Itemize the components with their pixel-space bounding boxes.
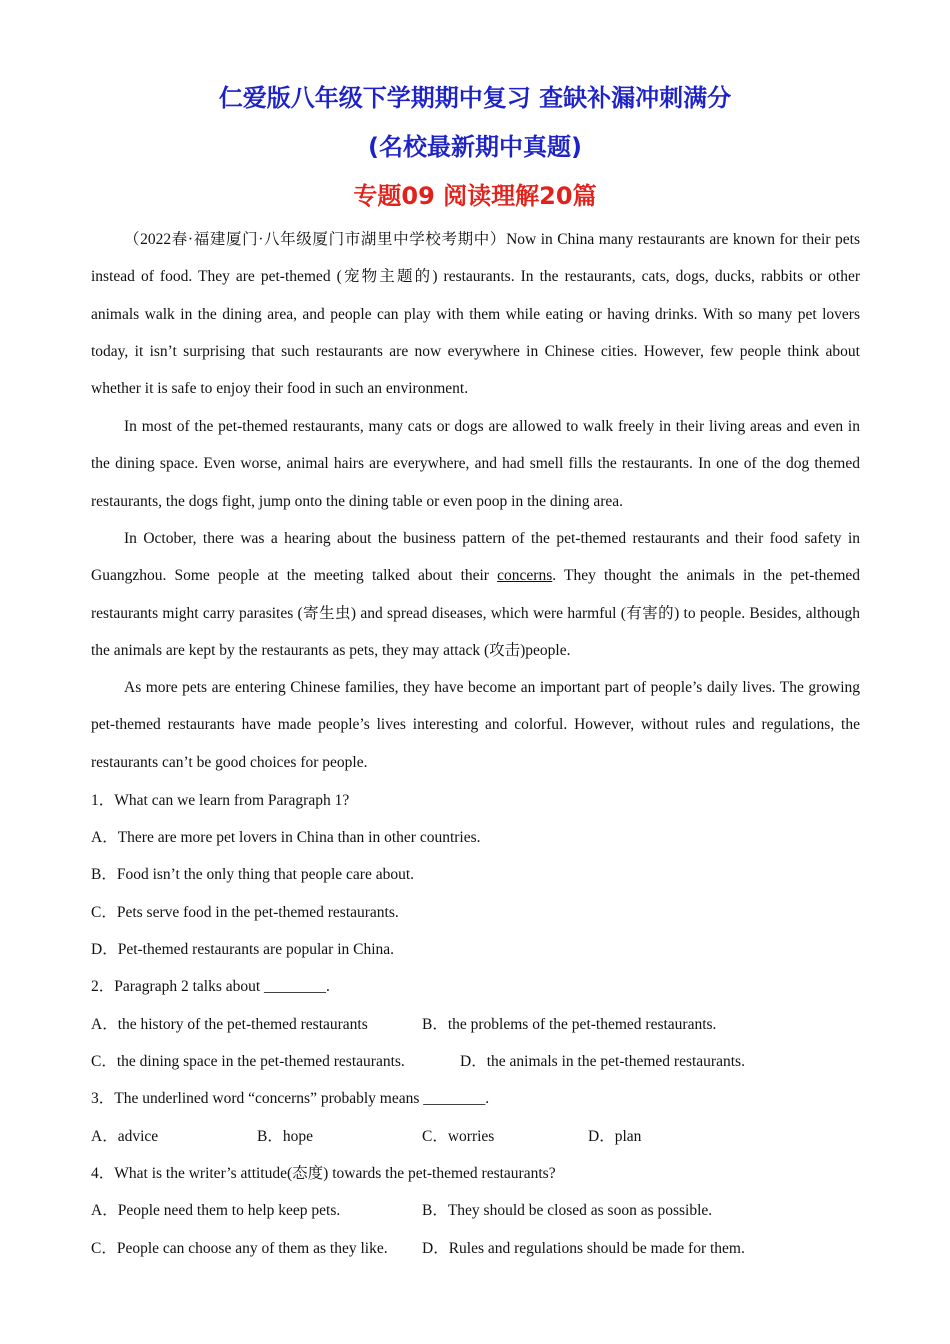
passage-paragraph-3: [91, 520, 860, 669]
topic-heading: 专题09 阅读理解20篇: [353, 182, 597, 210]
passage-paragraph-1: [91, 221, 860, 407]
passage-paragraph-4: As more pets are entering Chinese families, they have become an important part of people’s daily lives. The growing pet-themed restaurants have made people’s lives interesting and colorful. However, without rules and regulations, the restaurants can’t be good choices for people.: [91, 679, 860, 771]
underlined-word: concerns: [497, 567, 553, 585]
question-2-option-a: A．the history of the pet-themed restaurants: [91, 1016, 368, 1033]
question-3-option-a: A．advice: [91, 1128, 159, 1145]
question-3-option-d: D．plan: [588, 1128, 642, 1145]
question-4-option-c: C．People can choose any of them as they like.: [91, 1240, 388, 1257]
question-2-option-c: C．the dining space in the pet-themed restaurants.: [91, 1053, 405, 1070]
document-title: 仁爱版八年级下学期期中复习 查缺补漏冲刺满分: [218, 84, 732, 112]
question-3-stem: 3．The underlined word “concerns” probably means ________.: [91, 1090, 490, 1107]
paragraph-3-text-after: . They thought the animals in the pet-themed restaurants might carry parasites (寄生虫) and spread diseases, which were harmful (有害的) to people. Besides, although the animals are kept by the restaurants as pets, they may attack (攻击)people.: [91, 567, 860, 659]
paragraph-1-text: Now in China many restaurants are known for their pets instead of food. They are pet-themed (宠物主题的) restaurants. In the restaurants, cats, dogs, ducks, rabbits or other animals walk in the dining area, and people can play with them while eating or having drinks. With so many pet lovers today, it isn’t surprising that such restaurants are now everywhere in Chinese cities. However, few people think about whether it is safe to enjoy their food in such an environment.: [91, 231, 861, 398]
question-4-stem: 4．What is the writer’s attitude(态度) towards the pet-themed restaurants?: [91, 1165, 556, 1182]
passage-source: （2022春·福建厦门·八年级厦门市湖里中学校考期中）: [124, 231, 507, 248]
question-4-option-b: B．They should be closed as soon as possible.: [422, 1202, 713, 1219]
question-1-stem: 1．What can we learn from Paragraph 1?: [91, 792, 350, 809]
question-4-option-a: A．People need them to help keep pets.: [91, 1202, 341, 1219]
question-1-option-a: A．There are more pet lovers in China than in other countries.: [91, 829, 481, 846]
question-3-option-b: B．hope: [257, 1128, 313, 1145]
question-2-option-d: D．the animals in the pet-themed restaurants.: [460, 1053, 745, 1070]
question-3-option-c: C．worries: [422, 1128, 495, 1145]
question-4-option-d: D．Rules and regulations should be made for them.: [422, 1240, 745, 1257]
question-1-option-b: B．Food isn’t the only thing that people care about.: [91, 866, 415, 883]
question-2-stem: 2．Paragraph 2 talks about ________.: [91, 978, 330, 995]
paragraph-3-text-before: In October, there was a hearing about the business pattern of the pet-themed restaurants and their food safety in Guangzhou. Some people at the meeting talked about their: [91, 530, 860, 585]
passage-paragraph-2: In most of the pet-themed restaurants, many cats or dogs are allowed to walk freely in their living areas and even in the dining space. Even worse, animal hairs are everywhere, and had smell fills the restaurants. In one of the dog themed restaurants, the dogs fight, jump onto the dining table or even poop in the dining area.: [91, 418, 860, 510]
question-1-option-d: D．Pet-themed restaurants are popular in China.: [91, 941, 395, 958]
question-1-option-c: C．Pets serve food in the pet-themed restaurants.: [91, 904, 399, 921]
question-2-option-b: B．the problems of the pet-themed restaurants.: [422, 1016, 717, 1033]
document-subtitle: (名校最新期中真题): [368, 133, 582, 161]
